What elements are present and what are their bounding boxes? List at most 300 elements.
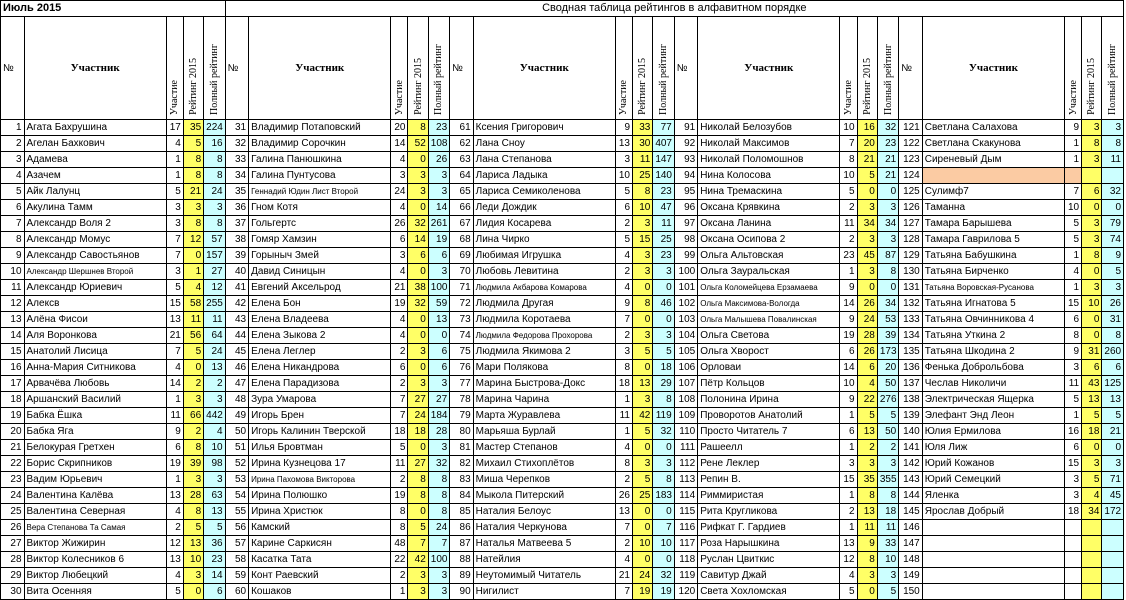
participation-count: 6 [840, 424, 857, 440]
rating-2015: 8 [408, 120, 428, 136]
participation-count: 3 [391, 168, 408, 184]
table-row [1, 344, 1124, 360]
table-row [1, 216, 1124, 232]
row-number: 43 [225, 312, 249, 328]
participation-count: 9 [615, 296, 632, 312]
participation-count: 2 [615, 472, 632, 488]
full-rating: 0 [653, 280, 674, 296]
row-number: 125 [899, 184, 923, 200]
participation-count: 1 [1064, 136, 1081, 152]
participant-name: Лина Чирко [473, 232, 615, 248]
participation-count: 4 [391, 264, 408, 280]
participant-name: Людмила Коротаева [473, 312, 615, 328]
rating-2015: 5 [633, 472, 653, 488]
row-number: 14 [1, 328, 25, 344]
row-number: 2 [1, 136, 25, 152]
rating-2015 [1082, 520, 1102, 536]
participant-name: Мастер Степанов [473, 440, 615, 456]
full-rating: 24 [204, 344, 225, 360]
participation-count: 1 [1064, 152, 1081, 168]
full-rating: 16 [204, 136, 225, 152]
row-number: 112 [674, 456, 698, 472]
participant-name: Оксана Ланина [698, 216, 840, 232]
rating-2015: 3 [1082, 456, 1102, 472]
row-number: 131 [899, 280, 923, 296]
rating-2015: 5 [408, 520, 428, 536]
row-number: 65 [450, 184, 474, 200]
full-rating: 14 [428, 200, 449, 216]
participant-name: Оксана Осипова 2 [698, 232, 840, 248]
participant-name: Ксения Григорович [473, 120, 615, 136]
table-row [1, 248, 1124, 264]
participant-name: Карине Саркисян [249, 536, 391, 552]
full-rating: 45 [1102, 488, 1124, 504]
full-rating: 3 [653, 456, 674, 472]
full-rating: 0 [653, 312, 674, 328]
row-number: 97 [674, 216, 698, 232]
full-rating: 87 [877, 248, 898, 264]
participation-count: 3 [1064, 488, 1081, 504]
rating-2015: 32 [408, 216, 428, 232]
participant-name: Агелан Бахкович [24, 136, 166, 152]
row-number: 73 [450, 312, 474, 328]
full-rating: 47 [653, 200, 674, 216]
rating-2015: 42 [633, 408, 653, 424]
participant-name: Ирина Христюк [249, 504, 391, 520]
rating-2015: 0 [633, 280, 653, 296]
participation-count: 6 [391, 360, 408, 376]
participant-name: Арвачёва Любовь [24, 376, 166, 392]
rating-2015: 11 [633, 152, 653, 168]
participation-count: 4 [391, 312, 408, 328]
full-rating: 25 [653, 232, 674, 248]
full-rating: 18 [653, 360, 674, 376]
header-full-rating [204, 17, 225, 120]
participant-name: Электрическая Ящерка [922, 392, 1064, 408]
full-rating: 3 [877, 200, 898, 216]
row-number: 63 [450, 152, 474, 168]
participation-count: 13 [615, 136, 632, 152]
participant-name: Алёна Фисои [24, 312, 166, 328]
row-number: 113 [674, 472, 698, 488]
rating-2015: 3 [1082, 120, 1102, 136]
row-number: 134 [899, 328, 923, 344]
rating-2015: 22 [857, 392, 877, 408]
participation-count: 5 [166, 584, 183, 600]
header-full-rating [877, 17, 898, 120]
rating-2015: 3 [857, 456, 877, 472]
header-participation-label: Участие [1067, 79, 1079, 115]
participation-count: 19 [391, 296, 408, 312]
participant-name: Наталия Черкунова [473, 520, 615, 536]
participant-name: Владимир Потаповский [249, 120, 391, 136]
participant-name: Белокурая Гретхен [24, 440, 166, 456]
row-number: 92 [674, 136, 698, 152]
row-number: 135 [899, 344, 923, 360]
rating-2015: 34 [857, 216, 877, 232]
participation-count: 1 [840, 520, 857, 536]
rating-2015: 10 [183, 552, 203, 568]
row-number: 34 [225, 168, 249, 184]
participant-name: Элефант Энд Леон [922, 408, 1064, 424]
rating-2015: 0 [408, 360, 428, 376]
rating-2015: 8 [183, 216, 203, 232]
full-rating: 100 [428, 280, 449, 296]
row-number: 58 [225, 552, 249, 568]
full-rating: 8 [428, 488, 449, 504]
rating-2015: 21 [857, 152, 877, 168]
rating-2015: 0 [183, 584, 203, 600]
full-rating: 255 [204, 296, 225, 312]
row-number: 15 [1, 344, 25, 360]
participant-name: Мыкола Питерский [473, 488, 615, 504]
rating-2015: 16 [857, 120, 877, 136]
participation-count: 2 [840, 504, 857, 520]
row-number: 136 [899, 360, 923, 376]
participant-name: Конт Раевский [249, 568, 391, 584]
row-number: 88 [450, 552, 474, 568]
row-number: 49 [225, 408, 249, 424]
rating-2015: 2 [857, 440, 877, 456]
row-number: 59 [225, 568, 249, 584]
row-number: 29 [1, 568, 25, 584]
row-number: 107 [674, 376, 698, 392]
participant-name: Нина Тремаскина [698, 184, 840, 200]
participant-name: Тамара Барышева [922, 216, 1064, 232]
participant-name: Репин В. [698, 472, 840, 488]
row-number: 123 [899, 152, 923, 168]
participation-count: 13 [840, 536, 857, 552]
full-rating: 2 [877, 440, 898, 456]
rating-2015: 13 [857, 504, 877, 520]
participant-name: Любовь Левитина [473, 264, 615, 280]
rating-2015: 5 [183, 136, 203, 152]
table-row [1, 440, 1124, 456]
row-number: 84 [450, 488, 474, 504]
rating-2015: 0 [857, 280, 877, 296]
participant-name: Сиреневый Дым [922, 152, 1064, 168]
rating-2015: 34 [1082, 504, 1102, 520]
full-rating: 27 [428, 392, 449, 408]
rating-2015: 56 [183, 328, 203, 344]
row-number: 61 [450, 120, 474, 136]
header-participation-label: Участие [618, 79, 630, 115]
full-rating: 29 [653, 376, 674, 392]
rating-2015: 8 [633, 296, 653, 312]
row-number: 42 [225, 296, 249, 312]
rating-2015: 14 [408, 232, 428, 248]
rating-2015: 32 [408, 296, 428, 312]
participant-name: Марина Чарина [473, 392, 615, 408]
row-number: 28 [1, 552, 25, 568]
row-number: 133 [899, 312, 923, 328]
participant-name: Людмила Другая [473, 296, 615, 312]
rating-2015: 3 [1082, 232, 1102, 248]
participant-name: Таманна [922, 200, 1064, 216]
row-number: 22 [1, 456, 25, 472]
full-rating: 11 [1102, 152, 1124, 168]
participation-count: 9 [840, 280, 857, 296]
row-number: 99 [674, 248, 698, 264]
participant-name: Света Хохломская [698, 584, 840, 600]
participant-name: Азачем [24, 168, 166, 184]
row-number: 76 [450, 360, 474, 376]
participant-name: Александр Юриевич [24, 280, 166, 296]
row-number: 10 [1, 264, 25, 280]
full-rating: 0 [653, 440, 674, 456]
participation-count: 3 [1064, 360, 1081, 376]
participation-count: 5 [615, 232, 632, 248]
rating-2015: 3 [408, 168, 428, 184]
participant-name [922, 568, 1064, 584]
rating-2015: 3 [633, 264, 653, 280]
participation-count: 24 [391, 184, 408, 200]
rating-2015: 6 [1082, 184, 1102, 200]
participation-count: 2 [615, 264, 632, 280]
row-number: 70 [450, 264, 474, 280]
row-number: 129 [899, 248, 923, 264]
participation-count: 4 [840, 568, 857, 584]
participant-name [922, 584, 1064, 600]
rating-2015: 13 [857, 424, 877, 440]
full-rating: 98 [204, 456, 225, 472]
full-rating: 23 [653, 248, 674, 264]
full-rating: 7 [428, 536, 449, 552]
full-rating: 26 [428, 152, 449, 168]
rating-2015: 0 [1082, 312, 1102, 328]
table-row [1, 536, 1124, 552]
participation-count: 22 [391, 552, 408, 568]
participant-name: Аршанский Василий [24, 392, 166, 408]
row-number: 4 [1, 168, 25, 184]
participation-count: 11 [166, 408, 183, 424]
table-row [1, 136, 1124, 152]
rating-2015: 3 [408, 568, 428, 584]
full-rating: 5 [204, 520, 225, 536]
table-row [1, 280, 1124, 296]
participation-count: 6 [166, 440, 183, 456]
participant-name: Нигилист [473, 584, 615, 600]
row-number: 120 [674, 584, 698, 600]
full-rating: 13 [204, 504, 225, 520]
rating-2015: 3 [183, 392, 203, 408]
rating-2015: 6 [857, 360, 877, 376]
participant-name: Лана Степанова [473, 152, 615, 168]
participant-name: Вита Осенняя [24, 584, 166, 600]
full-rating: 20 [877, 360, 898, 376]
full-rating: 12 [204, 280, 225, 296]
participation-count [1064, 552, 1081, 568]
participation-count: 3 [391, 248, 408, 264]
participant-name: Татьяна Воровская-Русанова [922, 280, 1064, 296]
rating-2015 [1082, 536, 1102, 552]
participant-name: Яленка [922, 488, 1064, 504]
participation-count: 10 [615, 168, 632, 184]
row-number: 21 [1, 440, 25, 456]
rating-2015: 3 [857, 200, 877, 216]
rating-2015: 2 [183, 424, 203, 440]
participant-name: Полонина Ирина [698, 392, 840, 408]
participant-name: Леди Дождик [473, 200, 615, 216]
participation-count: 3 [615, 152, 632, 168]
full-rating: 100 [428, 552, 449, 568]
full-rating: 5 [877, 408, 898, 424]
row-number: 91 [674, 120, 698, 136]
rating-2015: 7 [408, 536, 428, 552]
rating-2015: 3 [633, 456, 653, 472]
full-rating: 184 [428, 408, 449, 424]
rating-2015: 5 [1082, 472, 1102, 488]
full-rating: 3 [1102, 280, 1124, 296]
header-participation-label: Участие [393, 79, 405, 115]
header-rating-2015-label: Рейтинг 2015 [861, 58, 873, 115]
row-number: 143 [899, 472, 923, 488]
full-rating: 5 [1102, 264, 1124, 280]
row-number: 95 [674, 184, 698, 200]
full-rating: 10 [877, 552, 898, 568]
table-row [1, 392, 1124, 408]
participant-name: Давид Синицын [249, 264, 391, 280]
row-number: 149 [899, 568, 923, 584]
participant-name [922, 536, 1064, 552]
row-number: 77 [450, 376, 474, 392]
rating-2015: 3 [633, 392, 653, 408]
full-rating: 33 [877, 536, 898, 552]
participation-count: 8 [1064, 328, 1081, 344]
participant-name: Вадим Юрьевич [24, 472, 166, 488]
header-full-rating-label: Полный рейтинг [433, 44, 445, 115]
full-rating: 13 [1102, 392, 1124, 408]
participant-name: Акулина Тамм [24, 200, 166, 216]
participation-count: 10 [840, 168, 857, 184]
full-rating: 8 [428, 504, 449, 520]
participation-count: 12 [840, 552, 857, 568]
full-rating: 79 [1102, 216, 1124, 232]
table-row [1, 504, 1124, 520]
participant-name: Мари Полякова [473, 360, 615, 376]
full-rating: 39 [877, 328, 898, 344]
rating-2015: 3 [183, 472, 203, 488]
participation-count: 2 [391, 568, 408, 584]
participant-name: Ольга Малышева Повалинская [698, 312, 840, 328]
rating-2015: 0 [633, 360, 653, 376]
participant-name: Людмила Акбарова Комарова [473, 280, 615, 296]
rating-2015: 8 [633, 184, 653, 200]
participation-count: 11 [391, 456, 408, 472]
full-rating: 2 [204, 376, 225, 392]
row-number: 38 [225, 232, 249, 248]
full-rating: 24 [204, 184, 225, 200]
full-rating: 74 [1102, 232, 1124, 248]
row-number: 75 [450, 344, 474, 360]
participant-name: Александр Шершнев Второй [24, 264, 166, 280]
rating-2015: 8 [183, 440, 203, 456]
full-rating: 11 [653, 216, 674, 232]
rating-2015: 13 [1082, 392, 1102, 408]
header-rating-2015 [183, 17, 203, 120]
row-number: 62 [450, 136, 474, 152]
full-rating [1102, 584, 1124, 600]
row-number: 20 [1, 424, 25, 440]
rating-2015: 0 [183, 360, 203, 376]
row-number: 93 [674, 152, 698, 168]
row-number: 116 [674, 520, 698, 536]
row-number: 80 [450, 424, 474, 440]
participation-count [1064, 568, 1081, 584]
row-number: 132 [899, 296, 923, 312]
participation-count: 1 [840, 488, 857, 504]
full-rating: 18 [877, 504, 898, 520]
full-rating: 8 [1102, 136, 1124, 152]
participation-count: 2 [391, 376, 408, 392]
row-number: 105 [674, 344, 698, 360]
full-rating: 7 [653, 520, 674, 536]
rating-2015: 26 [857, 344, 877, 360]
participation-count: 9 [615, 120, 632, 136]
participant-name: Ирина Полюшко [249, 488, 391, 504]
participant-name: Просто Читатель 7 [698, 424, 840, 440]
participant-name: Ольга Альтовская [698, 248, 840, 264]
full-rating: 0 [653, 504, 674, 520]
row-number: 74 [450, 328, 474, 344]
rating-2015: 33 [633, 120, 653, 136]
rating-2015: 0 [857, 584, 877, 600]
participant-name: Наталия Белоус [473, 504, 615, 520]
rating-2015: 42 [408, 552, 428, 568]
row-number: 39 [225, 248, 249, 264]
row-number: 9 [1, 248, 25, 264]
participant-name: Людмила Якимова 2 [473, 344, 615, 360]
rating-2015: 6 [408, 248, 428, 264]
participant-name: Гольгертс [249, 216, 391, 232]
header-full-rating-label: Полный рейтинг [208, 44, 220, 115]
row-number: 64 [450, 168, 474, 184]
participation-count: 1 [1064, 408, 1081, 424]
row-number: 122 [899, 136, 923, 152]
participant-name: Юлия Ермилова [922, 424, 1064, 440]
rating-2015: 10 [633, 536, 653, 552]
header-rating-2015 [408, 17, 428, 120]
participation-count: 19 [840, 328, 857, 344]
rating-2015: 21 [183, 184, 203, 200]
row-number: 32 [225, 136, 249, 152]
full-rating: 64 [204, 328, 225, 344]
participation-count: 6 [615, 200, 632, 216]
participant-name: Рита Кругликова [698, 504, 840, 520]
participant-name: Виктор Жижирин [24, 536, 166, 552]
rating-2015: 0 [408, 264, 428, 280]
full-rating: 3 [653, 264, 674, 280]
rating-2015: 0 [408, 152, 428, 168]
full-rating: 3 [428, 264, 449, 280]
participant-name: Николай Белозубов [698, 120, 840, 136]
rating-2015: 38 [408, 280, 428, 296]
full-rating: 0 [877, 184, 898, 200]
participation-count: 48 [391, 536, 408, 552]
full-rating: 3 [428, 168, 449, 184]
participation-count: 11 [615, 408, 632, 424]
header-full-rating [653, 17, 674, 120]
participant-name: Марьяша Бурлай [473, 424, 615, 440]
participant-name: Александр Момус [24, 232, 166, 248]
row-number: 98 [674, 232, 698, 248]
participant-name: Татьяна Бабушкина [922, 248, 1064, 264]
participation-count: 4 [615, 440, 632, 456]
table-row [1, 584, 1124, 600]
table-row [1, 472, 1124, 488]
row-number: 124 [899, 168, 923, 184]
rating-2015: 3 [183, 568, 203, 584]
